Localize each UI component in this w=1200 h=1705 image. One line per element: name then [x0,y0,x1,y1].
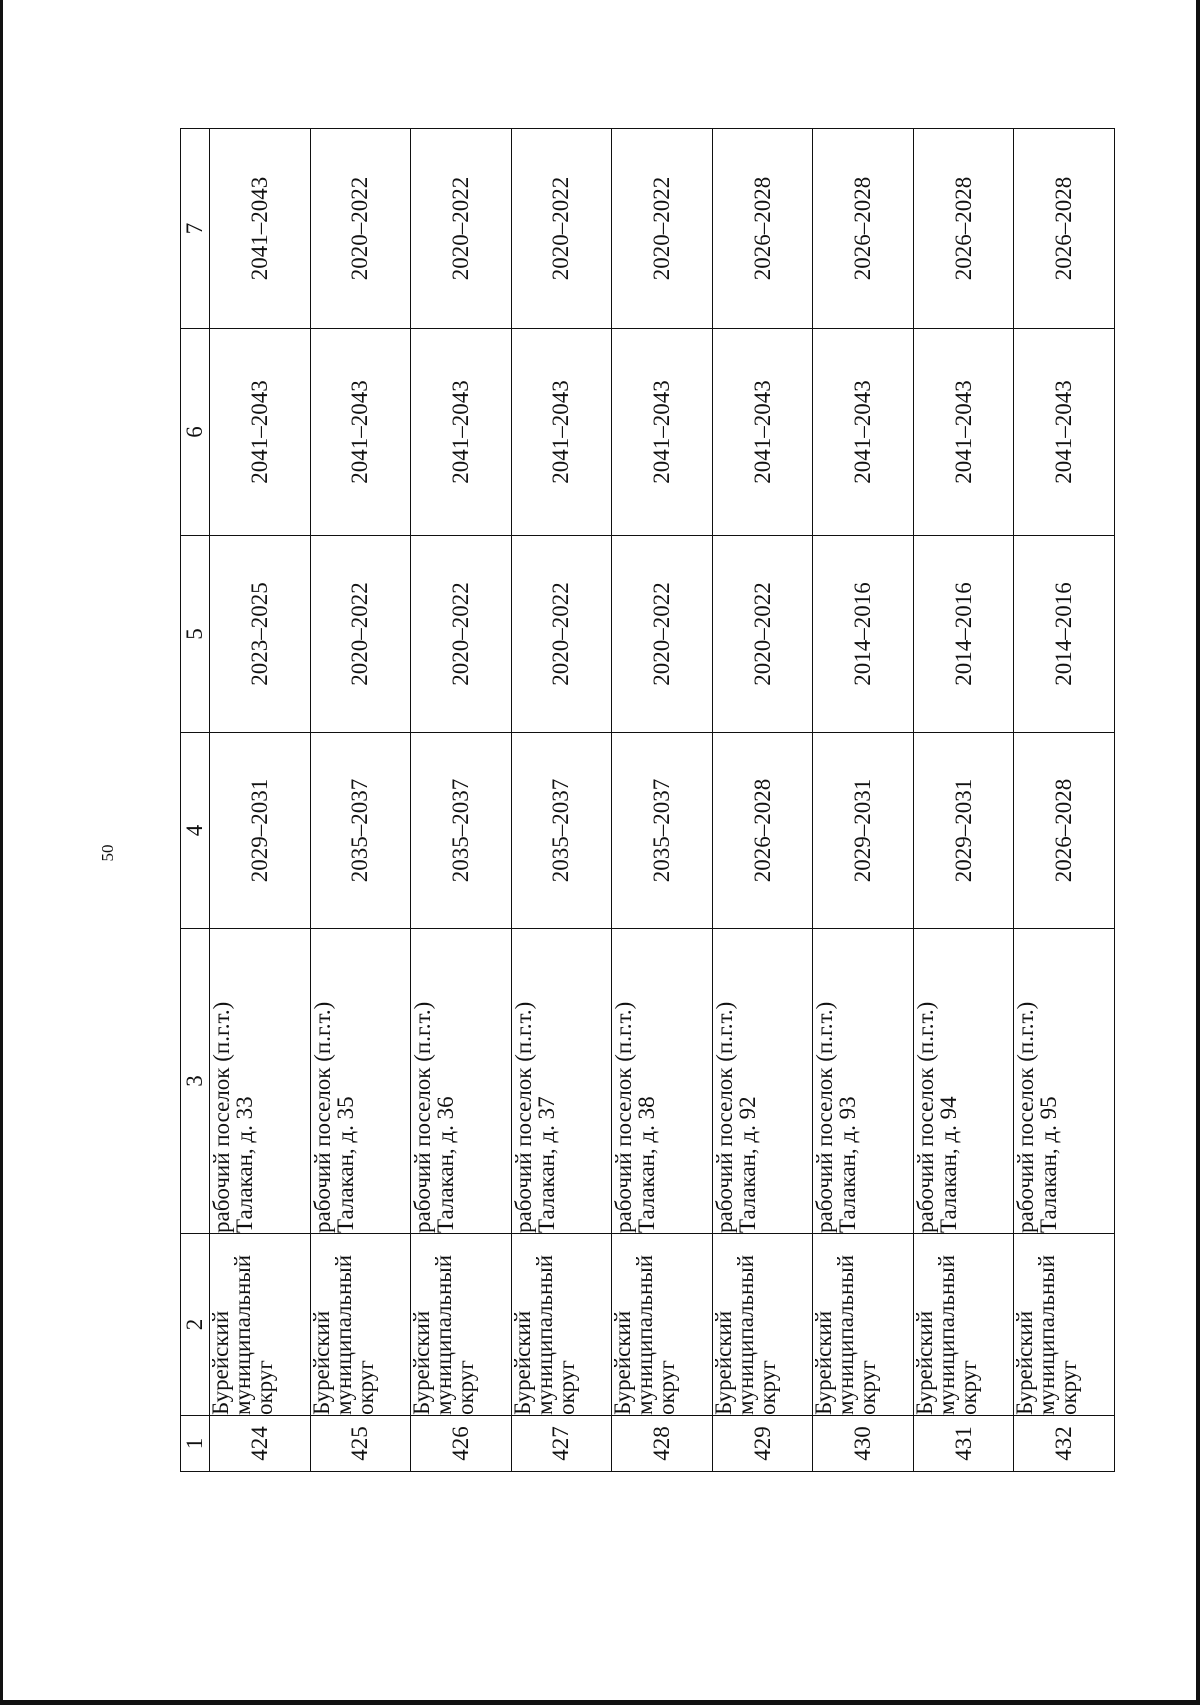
address-line: рабочий поселок (п.г.т.) [410,1001,436,1233]
row-number: 426 [411,1416,512,1472]
district-cell [411,1234,512,1416]
address-cell [913,929,1014,1234]
address-line: рабочий поселок (п.г.т.) [209,1001,234,1233]
column-header: 2 [181,1234,210,1416]
address-line: Талакан, д. 36 [433,1096,459,1233]
district-cell [913,1234,1014,1416]
period-cell-4: 2035–2037 [310,733,411,929]
address-cell [813,929,914,1234]
period-cell-7: 2020–2022 [310,129,411,329]
period-cell-6: 2041–2043 [511,329,612,536]
district-line: Бурейский [610,1310,636,1415]
district-cell [612,1234,713,1416]
column-header: 4 [181,733,210,929]
district-line: Бурейский [1012,1310,1038,1415]
period-cell-4: 2029–2031 [813,733,914,929]
district-line: Бурейский [208,1310,233,1415]
address-line: рабочий поселок (п.г.т.) [611,1001,637,1233]
address-line: рабочий поселок (п.г.т.) [510,1001,536,1233]
district-line: Бурейский [509,1310,535,1415]
address-line: Талакан, д. 37 [533,1096,559,1233]
address-line: рабочий поселок (п.г.т.) [912,1001,938,1233]
period-cell-7: 2026–2028 [813,129,914,329]
table-row [210,129,311,1472]
period-cell-7: 2026–2028 [913,129,1014,329]
district-line: муниципальный [1034,1254,1060,1415]
district-line: округ [453,1360,479,1415]
district-cell [813,1234,914,1416]
district-line: Бурейский [409,1310,435,1415]
rotated-table-container [180,129,1115,1472]
column-header: 5 [181,536,210,733]
district-cell [712,1234,813,1416]
period-cell-6: 2041–2043 [612,329,713,536]
district-line: муниципальный [833,1254,859,1415]
row-number: 424 [210,1416,311,1472]
period-cell-7: 2020–2022 [411,129,512,329]
table-row [612,129,713,1472]
period-cell-4: 2029–2031 [210,733,311,929]
address-line: рабочий поселок (п.г.т.) [812,1001,838,1233]
period-cell-5: 2014–2016 [813,536,914,733]
row-number: 432 [1014,1416,1115,1472]
district-cell [310,1234,411,1416]
period-cell-4: 2026–2028 [712,733,813,929]
row-number: 425 [310,1416,411,1472]
address-cell [310,929,411,1234]
district-line: муниципальный [933,1254,959,1415]
period-cell-6: 2041–2043 [1014,329,1115,536]
period-cell-7: 2026–2028 [712,129,813,329]
period-cell-5: 2014–2016 [913,536,1014,733]
district-line: Бурейский [911,1310,937,1415]
period-cell-5: 2020–2022 [511,536,612,733]
district-line: округ [855,1360,881,1415]
period-cell-6: 2041–2043 [913,329,1014,536]
district-line: округ [654,1360,680,1415]
address-cell [1014,929,1115,1234]
period-cell-7: 2026–2028 [1014,129,1115,329]
page-frame-left [0,0,3,1705]
period-cell-4: 2035–2037 [612,733,713,929]
district-line: округ [955,1360,981,1415]
period-cell-5: 2020–2022 [411,536,512,733]
period-cell-4: 2029–2031 [913,733,1014,929]
period-cell-4: 2035–2037 [511,733,612,929]
district-line: муниципальный [632,1254,658,1415]
district-line: Бурейский [308,1310,334,1415]
district-line: муниципальный [330,1254,356,1415]
period-cell-6: 2041–2043 [210,329,311,536]
page-frame-right [1196,0,1200,1705]
table-row [813,129,914,1472]
district-line: Бурейский [710,1310,736,1415]
district-line: округ [352,1360,378,1415]
address-line: Талакан, д. 93 [835,1096,861,1233]
period-cell-5: 2020–2022 [612,536,713,733]
table-row [1014,129,1115,1472]
table-row [913,129,1014,1472]
row-number: 430 [813,1416,914,1472]
table-row [310,129,411,1472]
district-line: округ [754,1360,780,1415]
data-table [180,128,1115,1472]
address-cell [712,929,813,1234]
district-line: округ [553,1360,579,1415]
table-row [712,129,813,1472]
period-cell-6: 2041–2043 [712,329,813,536]
district-cell [511,1234,612,1416]
period-cell-6: 2041–2043 [813,329,914,536]
period-cell-5: 2023–2025 [210,536,311,733]
period-cell-7: 2020–2022 [511,129,612,329]
period-cell-4: 2035–2037 [411,733,512,929]
column-header: 3 [181,929,210,1234]
row-number: 428 [612,1416,713,1472]
period-cell-7: 2041–2043 [210,129,311,329]
district-line: Бурейский [811,1310,837,1415]
district-line: округ [252,1360,277,1415]
period-cell-6: 2041–2043 [411,329,512,536]
address-line: Талакан, д. 92 [734,1096,760,1233]
address-line: Талакан, д. 35 [332,1096,358,1233]
address-line: Талакан, д. 94 [935,1096,961,1233]
address-line: Талакан, д. 33 [232,1096,257,1233]
address-cell [511,929,612,1234]
period-cell-7: 2020–2022 [612,129,713,329]
district-line: муниципальный [431,1254,457,1415]
address-line: Талакан, д. 95 [1036,1096,1062,1233]
district-line: округ [1056,1360,1082,1415]
period-cell-6: 2041–2043 [310,329,411,536]
table-row [511,129,612,1472]
district-line: муниципальный [732,1254,758,1415]
row-number: 427 [511,1416,612,1472]
address-line: рабочий поселок (п.г.т.) [1013,1001,1039,1233]
page-frame-bottom [0,1700,1200,1705]
column-header: 6 [181,329,210,536]
column-header: 7 [181,129,210,329]
row-number: 429 [712,1416,813,1472]
column-header: 1 [181,1416,210,1472]
page-number: 50 [98,844,117,862]
address-cell [411,929,512,1234]
district-cell [1014,1234,1115,1416]
period-cell-4: 2026–2028 [1014,733,1115,929]
period-cell-5: 2020–2022 [310,536,411,733]
district-cell [210,1234,311,1416]
period-cell-5: 2014–2016 [1014,536,1115,733]
table-row [411,129,512,1472]
address-line: Талакан, д. 38 [634,1096,660,1233]
table-header-row [181,129,210,1472]
address-line: рабочий поселок (п.г.т.) [711,1001,737,1233]
district-line: муниципальный [230,1254,255,1415]
address-line: рабочий поселок (п.г.т.) [309,1001,335,1233]
address-cell [612,929,713,1234]
period-cell-5: 2020–2022 [712,536,813,733]
district-line: муниципальный [531,1254,557,1415]
row-number: 431 [913,1416,1014,1472]
address-cell [210,929,311,1234]
